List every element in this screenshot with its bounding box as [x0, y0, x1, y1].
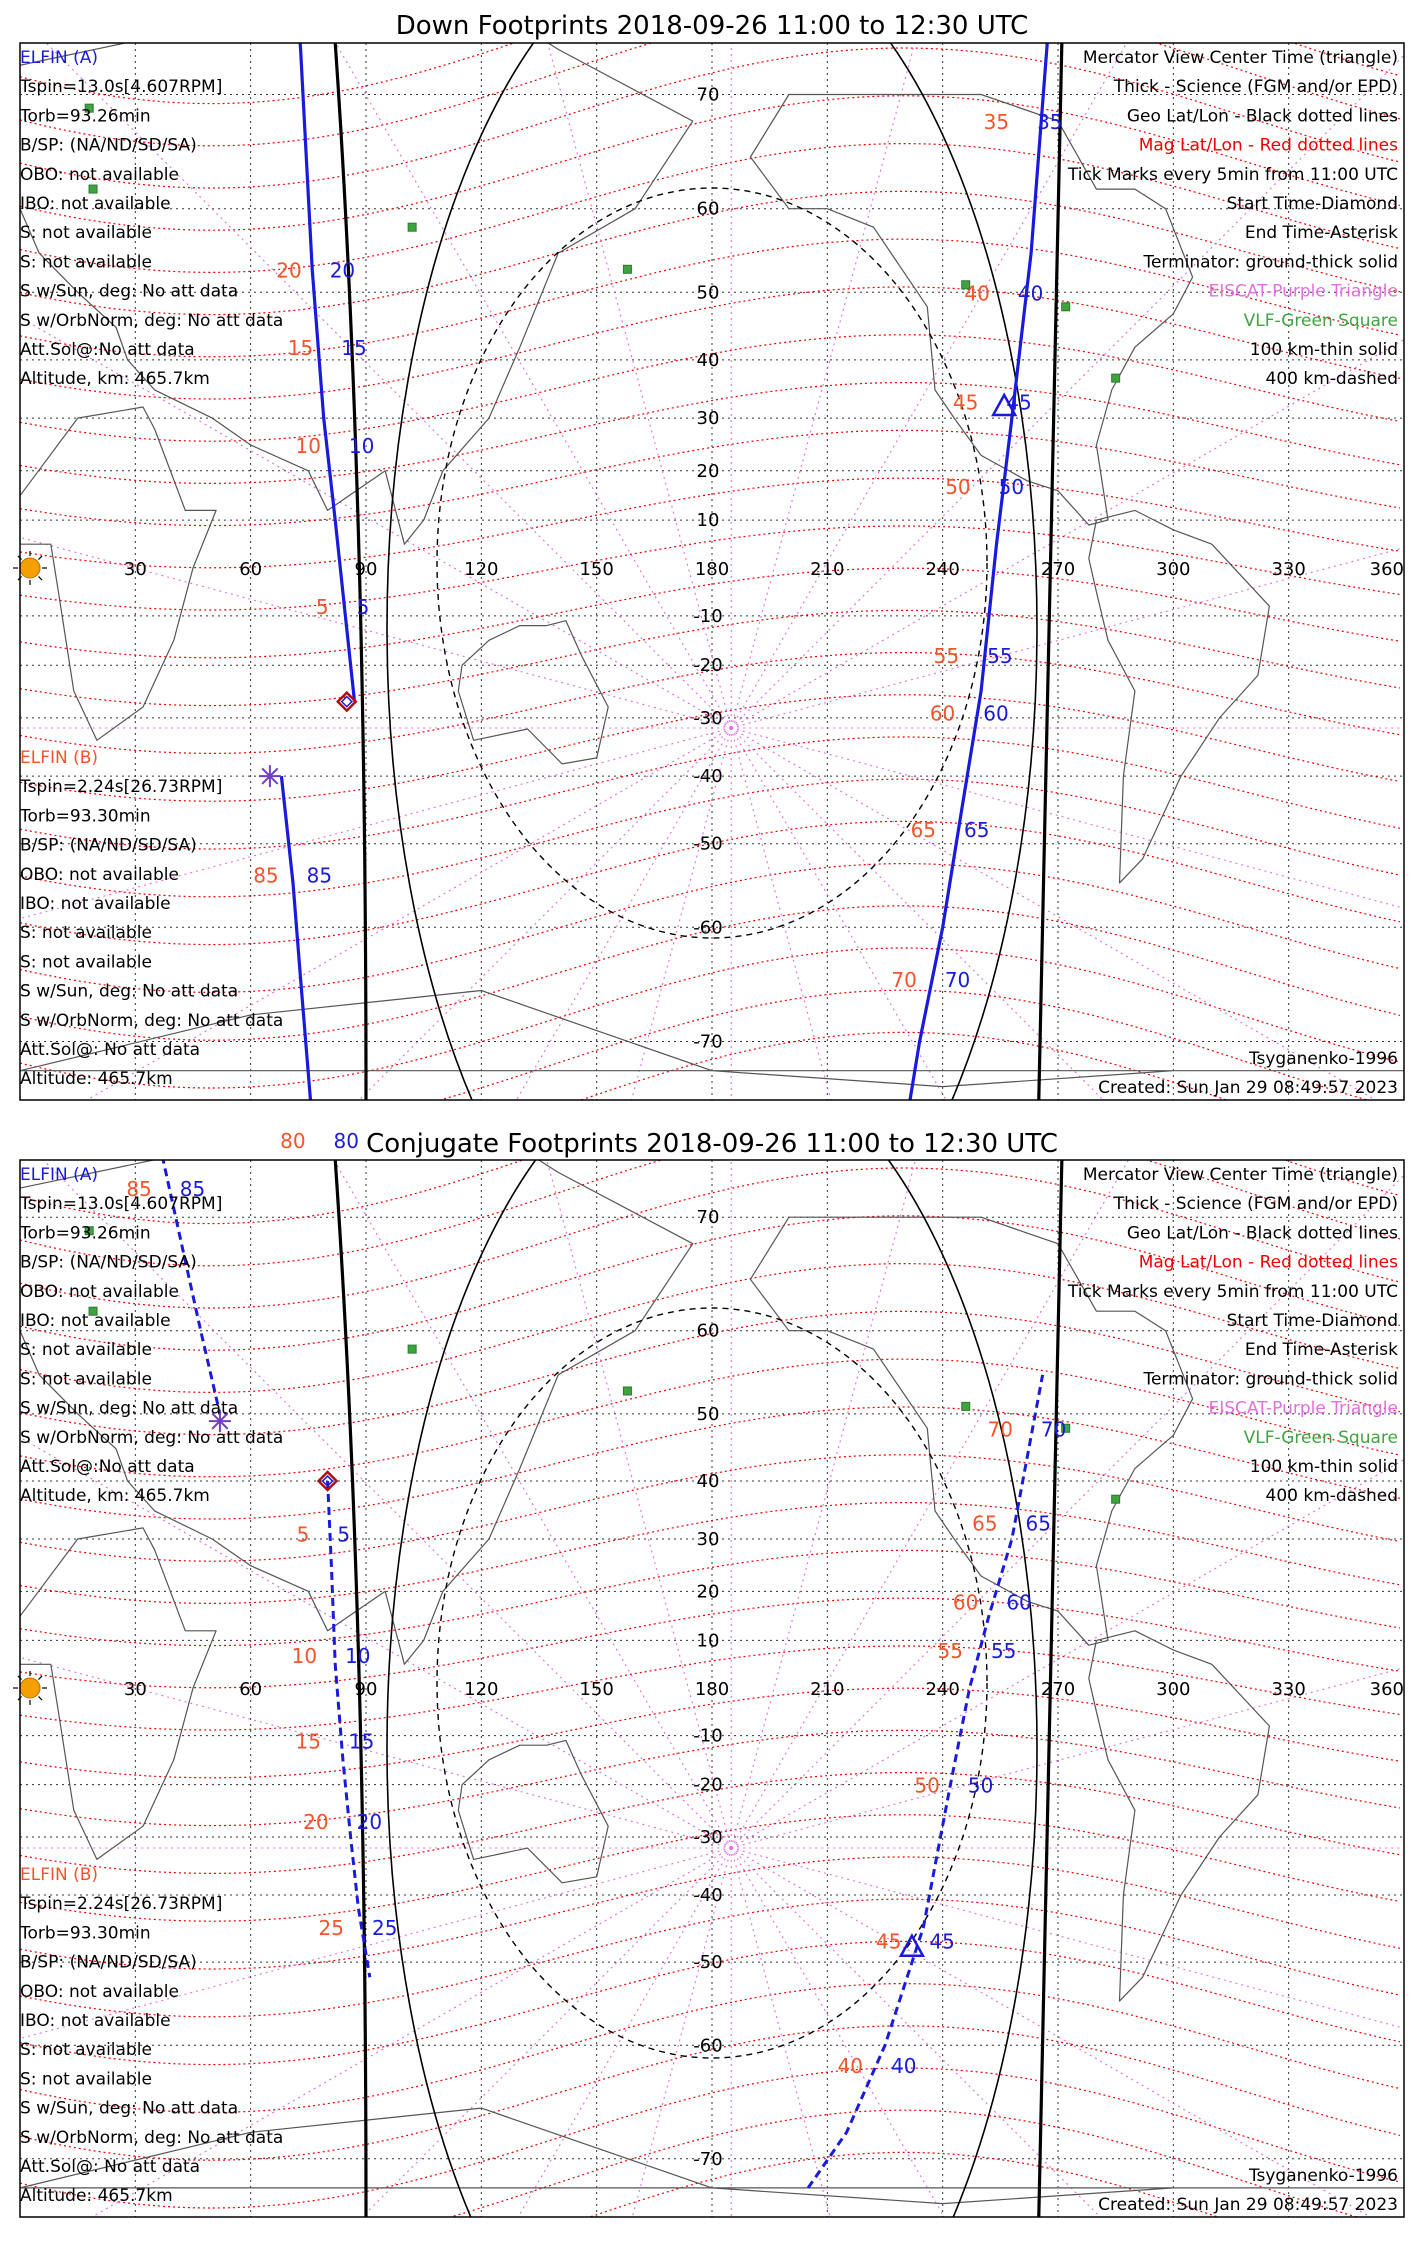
track-tick-label-b: 40: [837, 2053, 863, 2078]
legend-line: Mercator View Center Time (triangle): [1082, 1165, 1398, 1185]
legend-line: Mag Lat/Lon - Red dotted lines: [1138, 1252, 1398, 1273]
elfin-b-info-line: Att.Sol@: No att data: [20, 2157, 201, 2177]
mag-lat-line: [20, 737, 1400, 849]
track-tick-label-b: 40: [964, 281, 990, 306]
vlf-station-square: [89, 185, 97, 193]
track-tick-label-b: 70: [987, 1417, 1013, 1442]
mag-lon-line: [317, 303, 731, 1848]
sun-ray: [38, 1676, 42, 1680]
elfin-a-info-line: Altitude, km: 465.7km: [20, 369, 210, 390]
track-tick-label-b: 20: [276, 258, 302, 283]
legend-line: Terminator: ground-thick solid: [1143, 1369, 1398, 1390]
elfin-b-info-line: B/SP: (NA/ND/SD/SA): [20, 835, 197, 856]
elfin-b-info-line: S w/Sun, deg: No att data: [20, 2098, 239, 2119]
lon-tick-label: 90: [354, 1679, 378, 1700]
sun-icon: [20, 558, 40, 578]
track-tick-label-b: 85: [253, 863, 279, 888]
elfin-a-info-line: B/SP: (NA/ND/SD/SA): [20, 1252, 197, 1273]
vlf-station-square: [623, 265, 631, 273]
lat-tick-label: -70: [693, 2148, 723, 2170]
sun-icon: [20, 1678, 40, 1698]
sun-ray: [38, 1696, 42, 1700]
lat-tick-label: 40: [696, 349, 720, 371]
lat-tick-label: 70: [696, 1207, 720, 1229]
vlf-station-square: [408, 1345, 416, 1353]
coastline: [20, 407, 216, 740]
mag-lat-line: [20, 287, 1400, 399]
track-tick-label-a: 55: [990, 1638, 1017, 1663]
lon-tick-label: 210: [810, 1679, 845, 1700]
elfin-a-info-line: Torb=93.26min: [20, 1223, 151, 1244]
lon-tick-label: 90: [354, 559, 378, 580]
elfin-a-info-line: Tspin=13.0s[4.607RPM]: [20, 77, 223, 98]
lon-tick-label: 300: [1156, 1679, 1191, 1700]
legend-line: EISCAT-Purple Triangle: [1208, 281, 1398, 302]
lat-tick-label: 30: [696, 408, 720, 430]
track-tick-label-a: 45: [929, 1929, 955, 1954]
legend-line: 400 km-dashed: [1265, 369, 1398, 390]
start-diamond-inner: [342, 697, 352, 707]
track-tick-label-b: 25: [318, 1916, 344, 1941]
track-tick-label-b: 60: [929, 701, 956, 726]
lon-tick-label: 240: [925, 559, 960, 580]
elfin-b-info-line: Tspin=2.24s[26.73RPM]: [20, 777, 223, 798]
lat-tick-label: 10: [696, 510, 720, 532]
lon-tick-label: 150: [579, 559, 614, 580]
elfin-a-info-line: S: not available: [20, 223, 152, 244]
coastline: [458, 1740, 608, 1882]
elfin-a-info-line: S w/Sun, deg: No att data: [20, 281, 239, 302]
lon-tick-label: 360: [1369, 559, 1404, 580]
lat-tick-label: 40: [696, 1471, 720, 1493]
legend-line: 100 km-thin solid: [1249, 1457, 1398, 1477]
lat-tick-label: -10: [693, 605, 723, 627]
vlf-station-square: [408, 223, 416, 231]
track-tick-label-a: 25: [372, 1916, 398, 1941]
lon-tick-label: 270: [1040, 1679, 1076, 1700]
track-tick-label-a: 10: [348, 433, 375, 458]
lon-tick-label: 360: [1369, 1679, 1404, 1700]
elfin-a-name: ELFIN (A): [20, 48, 99, 68]
lat-tick-label: 50: [696, 282, 720, 304]
vlf-station-square: [1112, 1495, 1120, 1503]
legend-line: End Time-Asterisk: [1244, 223, 1398, 244]
lon-tick-label: 60: [239, 1679, 263, 1700]
sun-ray: [38, 556, 42, 560]
elfin-b-info-line: Altitude: 465.7km: [20, 2186, 173, 2207]
track-tick-label-a: 20: [329, 258, 356, 283]
elfin-a-info-line: B/SP: (NA/ND/SD/SA): [20, 135, 197, 156]
elfin-a-info-line: S: not available: [20, 252, 152, 273]
mag-lon-line: [731, 1848, 1425, 2250]
model-name: Tsyganenko-1996: [1248, 2166, 1398, 2186]
sun-ray: [38, 576, 42, 580]
lat-tick-label: -30: [693, 707, 723, 729]
track-tick-label-b: 65: [972, 1511, 998, 1536]
track-tick-label-a: 40: [891, 2053, 917, 2078]
track-tick-label-b: 80: [280, 1129, 306, 1154]
track-tick-label-a: 65: [964, 818, 990, 843]
track-tick-label-b: 85: [126, 1177, 152, 1202]
mag-lon-line: [731, 728, 1425, 2114]
lat-tick-label: -30: [693, 1827, 723, 1849]
track-tick-label-b: 50: [914, 1773, 940, 1798]
mag-lat-line: [20, 1032, 1400, 1183]
lat-tick-label: -20: [693, 1774, 723, 1796]
track-tick-label-a: 55: [987, 644, 1013, 669]
legend-line: Thick - Science (FGM and/or EPD): [1113, 1194, 1398, 1215]
legend-line: EISCAT-Purple Triangle: [1208, 1398, 1398, 1419]
mag-lon-line: [731, 303, 1145, 1848]
lon-tick-label: 120: [464, 559, 499, 580]
track-tick-label-b: 15: [295, 1729, 321, 1754]
elfin-b-name: ELFIN (B): [20, 1865, 99, 1885]
legend-line: 100 km-thin solid: [1249, 340, 1398, 360]
track-tick-label-b: 45: [952, 390, 979, 415]
lon-tick-label: 60: [239, 559, 263, 580]
lat-tick-label: 20: [696, 460, 720, 482]
track-tick-label-b: 65: [910, 818, 937, 843]
elfin-a-name: ELFIN (A): [20, 1165, 99, 1185]
lon-tick-label: 30: [123, 559, 147, 580]
lat-tick-label: -60: [693, 2035, 723, 2057]
track-tick-label-a: 45: [1006, 390, 1032, 415]
lon-tick-label: 180: [694, 1679, 730, 1700]
lon-tick-label: 330: [1271, 559, 1306, 580]
legend-line: VLF-Green Square: [1243, 310, 1398, 331]
legend-line: Start Time-Diamond: [1226, 194, 1398, 214]
lat-tick-label: -50: [693, 833, 723, 855]
track-tick-label-b: 55: [937, 1638, 963, 1663]
lat-tick-label: 30: [696, 1528, 720, 1550]
elfin-a-info-line: Att.Sol@:No att data: [20, 1457, 195, 1477]
panel-title: Conjugate Footprints 2018-09-26 11:00 to 12:30 UTC: [366, 1129, 1058, 1159]
lat-tick-label: -50: [693, 1952, 723, 1974]
lat-tick-label: 20: [696, 1581, 720, 1603]
track-tick-label-b: 20: [303, 1809, 329, 1834]
track-tick-label-a: 70: [1040, 1417, 1067, 1442]
legend-line: Mercator View Center Time (triangle): [1082, 48, 1398, 68]
vlf-station-square: [623, 1387, 631, 1395]
track-tick-label-a: 85: [179, 1177, 206, 1202]
track-tick-label-a: 35: [1037, 110, 1063, 135]
elfin-b-info-line: OBO: not available: [20, 864, 179, 885]
track-tick-label-a: 65: [1025, 1511, 1052, 1536]
elfin-b-name: ELFIN (B): [20, 748, 99, 768]
legend-line: Geo Lat/Lon - Black dotted lines: [1126, 1223, 1398, 1244]
elfin-a-info-line: S w/Sun, deg: No att data: [20, 1398, 239, 1419]
legend-line: Tick Marks every 5min from 11:00 UTC: [1067, 164, 1398, 185]
elfin-b-info-line: IBO: not available: [20, 894, 171, 914]
track-tick-label-a: 40: [1017, 281, 1044, 306]
legend-line: Mag Lat/Lon - Red dotted lines: [1138, 135, 1398, 156]
track-tick-label-a: 15: [341, 336, 367, 361]
lon-tick-label: 270: [1040, 559, 1076, 580]
legend-line: Tick Marks every 5min from 11:00 UTC: [1067, 1281, 1398, 1302]
mag-lon-line: [731, 0, 1145, 728]
track-tick-label-a: 50: [967, 1773, 994, 1798]
track-tick-label-b: 5: [296, 1522, 310, 1547]
lat-tick-label: -70: [693, 1031, 723, 1053]
mag-lon-line: [317, 1848, 731, 2250]
vlf-station-square: [362, 29, 370, 37]
elfin-a-info-line: IBO: not available: [20, 1311, 171, 1331]
elfin-b-info-line: Torb=93.30min: [20, 1923, 151, 1944]
elfin-b-info-line: Tspin=2.24s[26.73RPM]: [20, 1894, 223, 1915]
track-tick-label-a: 85: [306, 863, 333, 888]
elfin-b-info-line: S: not available: [20, 952, 152, 973]
elfin-a-info-line: Tspin=13.0s[4.607RPM]: [20, 1194, 223, 1215]
coastline: [750, 95, 1192, 526]
lat-tick-label: -60: [693, 917, 723, 939]
lat-tick-label: 60: [696, 1320, 720, 1342]
lon-tick-label: 210: [810, 559, 845, 580]
elfin-a-info-line: S: not available: [20, 1369, 152, 1390]
lat-tick-label: -40: [693, 1884, 723, 1906]
legend-line: Start Time-Diamond: [1226, 1311, 1398, 1331]
track-tick-label-b: 5: [315, 595, 329, 620]
elfin-a-info-line: S w/OrbNorm, deg: No att data: [20, 1427, 284, 1448]
lon-tick-label: 30: [123, 1679, 147, 1700]
lat-tick-label: -40: [693, 766, 723, 788]
track-tick-label-a: 20: [356, 1809, 383, 1834]
track-tick-label-b: 45: [875, 1929, 902, 1954]
lat-tick-label: 70: [696, 84, 720, 106]
track-tick-label-b: 55: [933, 644, 960, 669]
track-tick-label-b: 70: [891, 967, 917, 992]
lon-tick-label: 120: [464, 1679, 499, 1700]
elfin-a-info-line: Att.Sol@:No att data: [20, 340, 195, 360]
elfin-b-info-line: Altitude: 465.7km: [20, 1069, 173, 1090]
lat-tick-label: 10: [696, 1630, 720, 1652]
lat-tick-label: -20: [693, 655, 723, 677]
created-timestamp: Created: Sun Jan 29 08:49:57 2023: [1098, 1078, 1398, 1098]
vlf-station-square: [1062, 303, 1070, 311]
elfin-a-info-line: OBO: not available: [20, 164, 179, 185]
elfin-a-info-line: S w/OrbNorm, deg: No att data: [20, 310, 284, 331]
track-tick-label-b: 15: [287, 336, 314, 361]
elfin-b-info-line: S w/OrbNorm, deg: No att data: [20, 1010, 284, 1031]
legend-line: Thick - Science (FGM and/or EPD): [1113, 77, 1398, 98]
elfin-a-track-east: [897, 0, 1059, 1183]
track-tick-label-a: 5: [356, 595, 370, 620]
elfin-b-info-line: OBO: not available: [20, 1981, 179, 2002]
elfin-a-info-line: Altitude, km: 465.7km: [20, 1486, 210, 1507]
coastline: [458, 621, 608, 764]
lon-tick-label: 300: [1156, 559, 1191, 580]
lat-tick-label: 60: [696, 198, 720, 220]
lon-tick-label: 240: [925, 1679, 960, 1700]
elfin-a-info-line: S: not available: [20, 1340, 152, 1361]
track-tick-label-a: 5: [337, 1522, 351, 1547]
vlf-station-square: [1112, 374, 1120, 382]
elfin-b-info-line: Torb=93.30min: [20, 806, 151, 827]
track-tick-label-a: 10: [345, 1643, 371, 1668]
track-tick-label-a: 50: [998, 474, 1025, 499]
lon-tick-label: 180: [694, 559, 730, 580]
panel-title: Down Footprints 2018-09-26 11:00 to 12:30 UTC: [395, 11, 1029, 41]
track-tick-label-a: 60: [983, 701, 1009, 726]
created-timestamp: Created: Sun Jan 29 08:49:57 2023: [1098, 2195, 1398, 2215]
track-tick-label-a: 60: [1006, 1590, 1032, 1615]
mag-lon-line: [317, 0, 731, 728]
legend-line: 400 km-dashed: [1265, 1486, 1398, 1507]
elfin-a-info-line: IBO: not available: [20, 194, 171, 214]
mag-lon-line: [731, 1848, 1145, 2250]
lon-tick-label: 330: [1271, 1679, 1306, 1700]
track-tick-label-b: 35: [983, 110, 1010, 135]
coastline: [20, 1528, 216, 1860]
track-tick-label-b: 60: [952, 1590, 979, 1615]
elfin-b-info-line: IBO: not available: [20, 2011, 171, 2031]
lat-tick-label: 50: [696, 1403, 720, 1425]
elfin-b-info-line: S w/Sun, deg: No att data: [20, 981, 239, 1002]
elfin-b-info-line: B/SP: (NA/ND/SD/SA): [20, 1952, 197, 1973]
lat-tick-label: -10: [693, 1725, 723, 1747]
model-name: Tsyganenko-1996: [1248, 1049, 1398, 1069]
track-tick-label-b: 50: [945, 474, 971, 499]
legend-line: Terminator: ground-thick solid: [1143, 252, 1398, 273]
track-tick-label-a: 80: [333, 1129, 360, 1154]
track-tick-label-a: 15: [348, 1729, 375, 1754]
elfin-a-info-line: Torb=93.26min: [20, 106, 151, 127]
track-tick-label-a: 70: [944, 967, 971, 992]
track-tick-label-b: 10: [295, 433, 321, 458]
track-tick-label-b: 10: [291, 1643, 318, 1668]
legend-line: VLF-Green Square: [1243, 1427, 1398, 1448]
elfin-b-info-line: S: not available: [20, 2040, 152, 2061]
legend-line: End Time-Asterisk: [1244, 1340, 1398, 1361]
elfin-b-info-line: S: not available: [20, 923, 152, 944]
elfin-a-info-line: OBO: not available: [20, 1281, 179, 1302]
elfin-b-info-line: S w/OrbNorm, deg: No att data: [20, 2127, 284, 2148]
lon-tick-label: 150: [579, 1679, 614, 1700]
elfin-b-info-line: Att.Sol@: No att data: [20, 1040, 201, 1060]
vlf-station-square: [962, 1402, 970, 1410]
elfin-b-info-line: S: not available: [20, 2069, 152, 2090]
legend-line: Geo Lat/Lon - Black dotted lines: [1126, 106, 1398, 127]
